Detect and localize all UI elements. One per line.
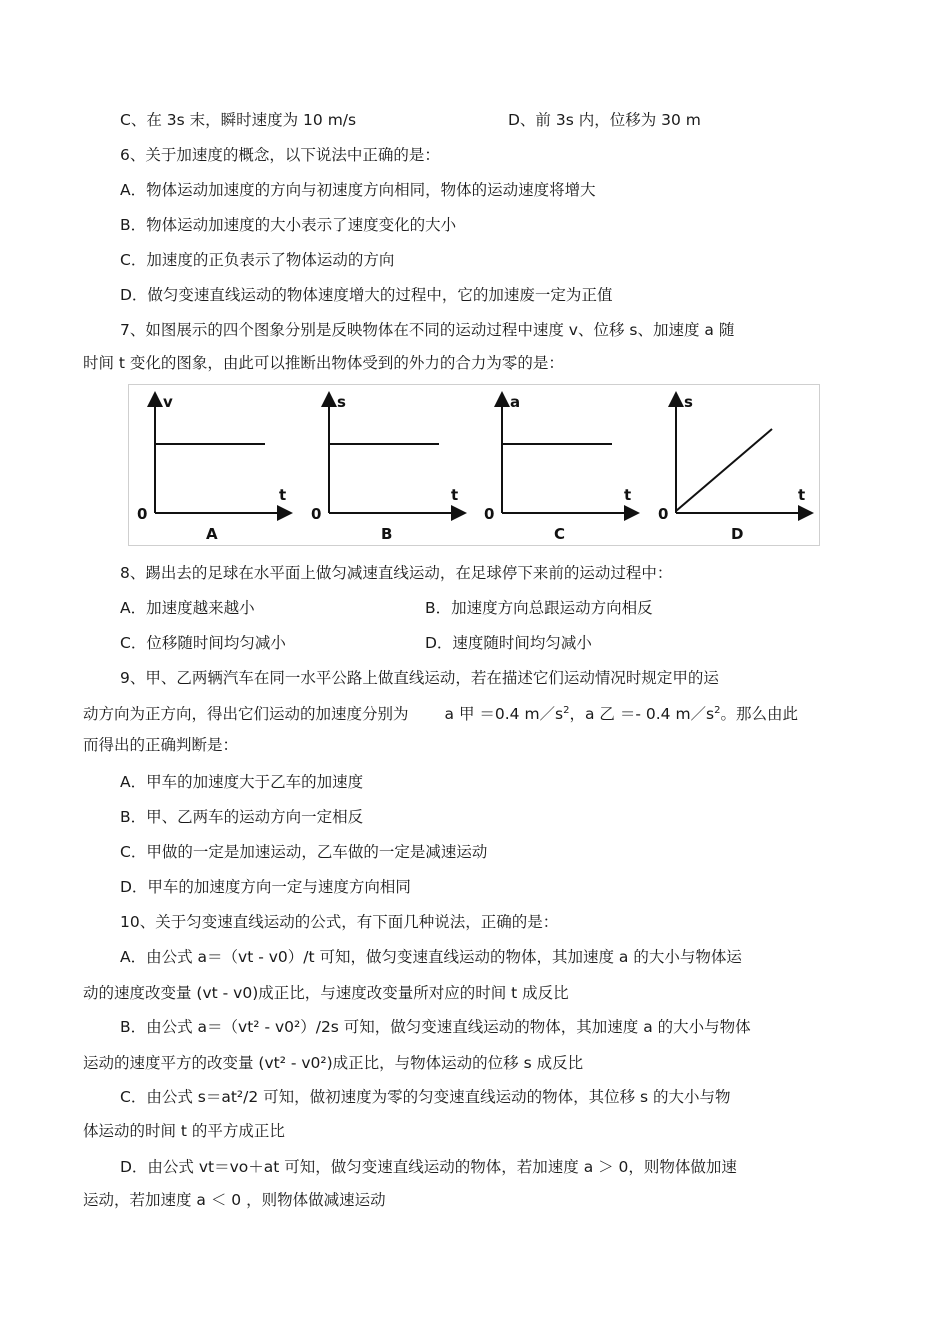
q9-stem-line3: 而得出的正确判断是： — [83, 736, 239, 754]
q8-option-d: D．速度随时间均匀减小 — [425, 634, 592, 652]
graph-a-origin: 0 — [137, 505, 148, 523]
q8-option-b: B．加速度方向总跟运动方向相反 — [425, 599, 653, 617]
graph-a-x-label: t — [279, 486, 287, 504]
q9-option-d: D．甲车的加速度方向一定与速度方向相同 — [120, 878, 411, 896]
q10-option-c-line2: 体运动的时间 t 的平方成正比 — [83, 1122, 285, 1140]
q10-stem: 10、关于匀变速直线运动的公式，有下面几种说法，正确的是： — [120, 913, 559, 931]
q5-option-c: C、在 3s 末，瞬时速度为 10 m/s — [120, 111, 357, 129]
graph-c — [484, 393, 632, 543]
q9-stem-line1: 9、甲、乙两辆汽车在同一水平公路上做直线运动，若在描述它们运动情况时规定甲的运 — [120, 669, 719, 687]
q7-stem-line2: 时间 t 变化的图象，由此可以推断出物体受到的外力的合力为零的是： — [83, 354, 564, 372]
q8-option-c: C．位移随时间均匀减小 — [120, 634, 286, 652]
q10-option-b-line2: 运动的速度平方的改变量 (vt² - v0²)成正比，与物体运动的位移 s 成反比 — [83, 1054, 584, 1072]
graph-d-origin: 0 — [658, 505, 669, 523]
graph-b-origin: 0 — [311, 505, 322, 523]
q9-a-yi: ，a 乙 ＝- 0.4 m／s — [569, 705, 715, 723]
graph-a-y-label: v — [163, 393, 173, 411]
q9-stem-line2-post: 。那么由此 — [720, 705, 799, 723]
graph-d-label: D — [731, 525, 744, 543]
graph-c-origin: 0 — [484, 505, 495, 523]
graph-d-x-label: t — [798, 486, 806, 504]
q10-option-a-line1: A．由公式 a＝（vt - v0）/t 可知，做匀变速直线运动的物体，其加速度 a 的大小与物体运 — [120, 948, 742, 966]
q10-option-c-line1: C．由公式 s＝at²/2 可知，做初速度为零的匀变速直线运动的物体，其位移 s 的大小与物 — [120, 1088, 731, 1106]
graph-b-label: B — [381, 525, 393, 543]
q9-sup-2: 2 — [714, 705, 721, 716]
q8-stem: 8、踢出去的足球在水平面上做匀减速直线运动，在足球停下来前的运动过程中： — [120, 564, 673, 582]
graph-c-label: C — [554, 525, 566, 543]
q9-option-c: C．甲做的一定是加速运动，乙车做的一定是减速运动 — [120, 843, 488, 861]
q6-stem: 6、关于加速度的概念，以下说法中正确的是： — [120, 146, 440, 164]
q10-option-a-line2: 动的速度改变量 (vt - v0)成正比，与速度改变量所对应的时间 t 成反比 — [83, 984, 569, 1002]
q6-option-b: B．物体运动加速度的大小表示了速度变化的大小 — [120, 216, 457, 234]
graph-d — [658, 393, 806, 543]
graph-b-x-label: t — [451, 486, 459, 504]
graph-c-y-label: a — [510, 393, 521, 411]
graph-a-label: A — [206, 525, 218, 543]
graph-a — [137, 393, 286, 543]
graph-d-curve — [676, 429, 772, 511]
q9-a-jia: a 甲 ＝0.4 m／s — [444, 705, 564, 723]
motion-graphs-figure — [128, 384, 820, 546]
q9-stem-line2-pre: 动方向为正方向，得出它们运动的加速度分别为 — [83, 705, 409, 723]
q10-option-d-line1: D．由公式 vt＝vo＋at 可知，做匀变速直线运动的物体，若加速度 a ＞ 0，则物体做加速 — [120, 1158, 737, 1176]
graph-c-x-label: t — [624, 486, 632, 504]
motion-graphs-svg — [129, 385, 819, 545]
q8-option-a: A．加速度越来越小 — [120, 599, 255, 617]
q10-option-d-line2: 运动，若加速度 a ＜ 0 ，则物体做减速运动 — [83, 1191, 386, 1209]
graph-b — [311, 393, 459, 543]
q9-sup-1: 2 — [563, 705, 570, 716]
q9-stem-line2 — [83, 701, 798, 724]
q10-option-b-line1: B．由公式 a＝（vt² - v0²）/2s 可知，做匀变速直线运动的物体，其加速度 a 的大小与物体 — [120, 1018, 751, 1036]
graph-b-y-label: s — [337, 393, 346, 411]
q6-option-a: A．物体运动加速度的方向与初速度方向相同，物体的运动速度将增大 — [120, 181, 596, 199]
q6-option-c: C．加速度的正负表示了物体运动的方向 — [120, 251, 395, 269]
q7-stem-line1: 7、如图展示的四个图象分别是反映物体在不同的运动过程中速度 v、位移 s、加速度 a 随 — [120, 321, 735, 339]
q6-option-d: D．做匀变速直线运动的物体速度增大的过程中，它的加速废一定为正值 — [120, 286, 613, 304]
q5-option-d: D、前 3s 内，位移为 30 m — [508, 111, 701, 129]
graph-d-y-label: s — [684, 393, 693, 411]
q9-option-a: A．甲车的加速度大于乙车的加速度 — [120, 773, 364, 791]
q9-option-b: B．甲、乙两车的运动方向一定相反 — [120, 808, 364, 826]
